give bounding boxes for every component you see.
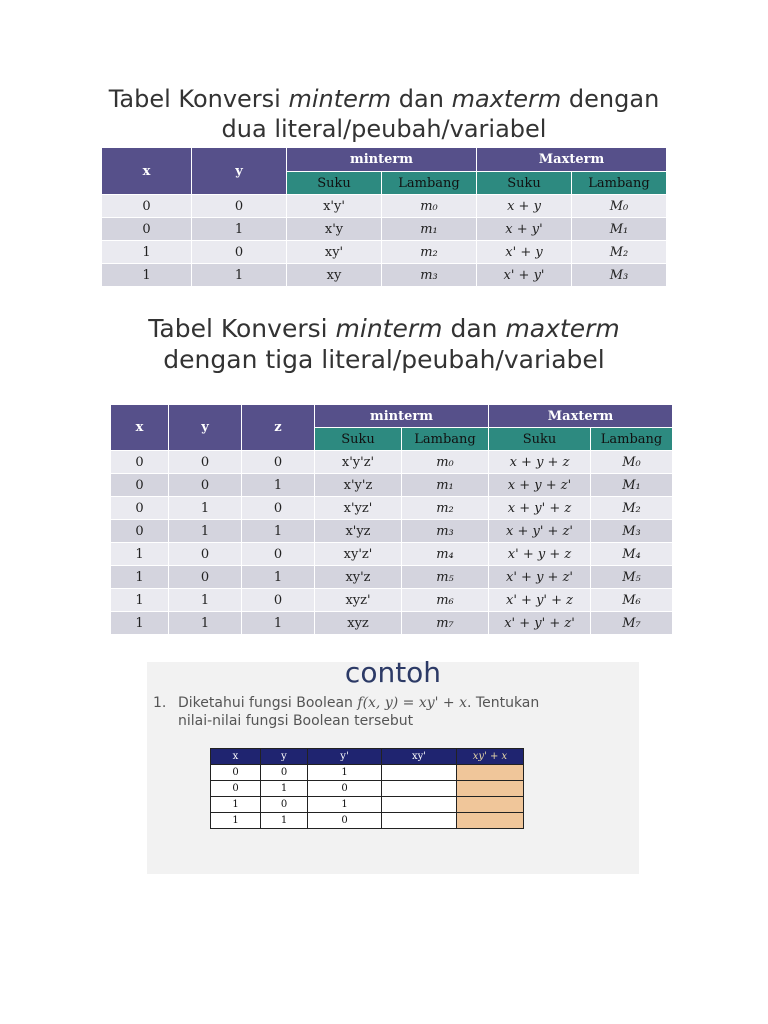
table-row [111,589,673,612]
header-y-not: y' [308,749,382,765]
cell-x: 1 [102,241,192,264]
cell-minterm-lambang: m₂ [382,241,477,264]
cell-x: 1 [111,612,169,635]
table2-title-maxterm: maxterm [505,314,620,343]
cell-maxterm-suku: x + y + z' [489,474,591,497]
cell-minterm-suku: xy' [287,241,382,264]
example-slide [147,656,639,874]
cell-minterm-suku: xy [287,264,382,287]
header-x: x [211,749,261,765]
table-row [111,497,673,520]
cell-y: 1 [169,520,242,543]
cell-z: 0 [242,589,315,612]
cell-y: 0 [261,765,308,781]
table1-title-mid: dan [391,85,452,113]
cell-z: 1 [242,566,315,589]
header-xy-not: xy' [382,749,457,765]
conversion-table-two-variables [101,147,667,287]
sub-header-maxterm-suku: Suku [489,428,591,451]
table-row [211,765,524,781]
sub-header-maxterm-lambang: Lambang [572,172,667,195]
table-row [211,813,524,829]
cell-y: 1 [192,218,287,241]
cell-maxterm-lambang: M₁ [591,474,673,497]
header-result: xy' + x [457,749,524,765]
cell-minterm-suku: x'y'z [315,474,402,497]
cell-result [457,781,524,797]
cell-y-not: 1 [308,797,382,813]
cell-minterm-lambang: m₄ [402,543,489,566]
cell-maxterm-suku: x + y [477,195,572,218]
table2-title-line2: dengan tiga literal/peubah/variabel [163,345,605,375]
cell-maxterm-suku: x + y' + z [489,497,591,520]
example-title: contoh [344,656,442,689]
sub-header-maxterm-lambang: Lambang [591,428,673,451]
cell-y-not: 1 [308,765,382,781]
cell-maxterm-lambang: M₆ [591,589,673,612]
cell-minterm-suku: x'y' [287,195,382,218]
table-row [111,566,673,589]
table-row [111,520,673,543]
cell-maxterm-suku: x + y' + z' [489,520,591,543]
cell-x: 1 [211,813,261,829]
cell-y: 0 [169,543,242,566]
cell-maxterm-lambang: M₄ [591,543,673,566]
cell-minterm-suku: x'y'z' [315,451,402,474]
table1-title-maxterm: maxterm [451,85,562,113]
cell-minterm-lambang: m₆ [402,589,489,612]
cell-y: 0 [169,451,242,474]
truth-table-exercise [210,748,524,829]
cell-maxterm-lambang: M₃ [591,520,673,543]
cell-x: 0 [111,497,169,520]
sub-header-maxterm-suku: Suku [477,172,572,195]
table-row [211,781,524,797]
question-function: f(x, y) = xy' + x [357,695,468,711]
cell-x: 1 [111,543,169,566]
cell-minterm-suku: x'yz' [315,497,402,520]
cell-maxterm-lambang: M₂ [591,497,673,520]
cell-y: 1 [261,813,308,829]
cell-minterm-lambang: m₃ [402,520,489,543]
cell-z: 0 [242,543,315,566]
cell-maxterm-lambang: M₃ [572,264,667,287]
group-header-minterm: minterm [287,148,477,172]
cell-y: 0 [261,797,308,813]
group-header-maxterm: Maxterm [489,405,673,428]
cell-x: 1 [102,264,192,287]
table-row [111,474,673,497]
cell-x: 1 [111,566,169,589]
sub-header-minterm-lambang: Lambang [382,172,477,195]
cell-minterm-lambang: m₀ [402,451,489,474]
cell-maxterm-lambang: M₀ [591,451,673,474]
cell-y: 0 [192,241,287,264]
question-text-pre: Diketahui fungsi Boolean [178,695,358,711]
cell-x: 0 [111,520,169,543]
table2-title-mid: dan [442,314,506,343]
sub-header-minterm-suku: Suku [315,428,402,451]
cell-y: 0 [192,195,287,218]
cell-maxterm-suku: x' + y + z [489,543,591,566]
sub-header-minterm-lambang: Lambang [402,428,489,451]
cell-minterm-suku: xy'z [315,566,402,589]
question-text-line2: nilai-nilai fungsi Boolean tersebut [178,713,414,730]
cell-y: 1 [169,589,242,612]
table1-title-minterm: minterm [288,85,392,113]
table1-title-post: dengan [561,85,660,113]
cell-y: 0 [169,474,242,497]
cell-xy-not [382,813,457,829]
table2-title [0,313,768,376]
table-row [111,543,673,566]
col-header-x: x [102,148,192,195]
cell-maxterm-lambang: M₀ [572,195,667,218]
cell-maxterm-suku: x' + y' + z [489,589,591,612]
cell-y: 0 [169,566,242,589]
cell-x: 0 [211,781,261,797]
table-row [111,612,673,635]
cell-x: 0 [111,451,169,474]
cell-maxterm-lambang: M₇ [591,612,673,635]
question-number: 1. [153,695,167,711]
table-row [211,797,524,813]
cell-maxterm-suku: x + y + z [489,451,591,474]
cell-minterm-suku: xyz' [315,589,402,612]
cell-minterm-suku: xyz [315,612,402,635]
cell-maxterm-lambang: M₂ [572,241,667,264]
cell-maxterm-suku: x + y' [477,218,572,241]
cell-x: 1 [111,589,169,612]
cell-result [457,813,524,829]
table2-title-pre: Tabel Konversi [148,314,336,343]
cell-y: 1 [169,497,242,520]
cell-y: 1 [261,781,308,797]
col-header-z: z [242,405,315,451]
example-question [153,694,639,730]
cell-y-not: 0 [308,813,382,829]
cell-xy-not [382,797,457,813]
col-header-y: y [169,405,242,451]
cell-minterm-lambang: m₁ [402,474,489,497]
cell-y-not: 0 [308,781,382,797]
cell-minterm-lambang: m₁ [382,218,477,241]
cell-maxterm-suku: x' + y' [477,264,572,287]
cell-minterm-suku: xy'z' [315,543,402,566]
col-header-y: y [192,148,287,195]
cell-z: 1 [242,612,315,635]
question-text-post: . Tentukan [467,695,540,711]
cell-x: 0 [211,765,261,781]
table-row [102,218,667,241]
table-row [102,195,667,218]
table-row [102,264,667,287]
table-row [111,451,673,474]
cell-xy-not [382,781,457,797]
table1-title-line2: dua literal/peubah/variabel [221,115,547,143]
cell-maxterm-lambang: M₅ [591,566,673,589]
cell-xy-not [382,765,457,781]
table-row [102,241,667,264]
cell-maxterm-lambang: M₁ [572,218,667,241]
table1-title [0,84,768,144]
cell-minterm-suku: x'yz [315,520,402,543]
cell-result [457,765,524,781]
cell-z: 1 [242,474,315,497]
cell-maxterm-suku: x' + y + z' [489,566,591,589]
table1-title-pre: Tabel Konversi [108,85,289,113]
sub-header-minterm-suku: Suku [287,172,382,195]
cell-maxterm-suku: x' + y [477,241,572,264]
cell-minterm-lambang: m₂ [402,497,489,520]
cell-x: 0 [102,195,192,218]
cell-maxterm-suku: x' + y' + z' [489,612,591,635]
group-header-maxterm: Maxterm [477,148,667,172]
cell-y: 1 [192,264,287,287]
cell-z: 0 [242,497,315,520]
cell-minterm-lambang: m₅ [402,566,489,589]
group-header-minterm: minterm [315,405,489,428]
table2-title-minterm: minterm [335,314,443,343]
cell-x: 0 [111,474,169,497]
cell-minterm-suku: x'y [287,218,382,241]
conversion-table-three-variables [110,404,673,635]
cell-z: 1 [242,520,315,543]
cell-y: 1 [169,612,242,635]
cell-result [457,797,524,813]
header-y: y [261,749,308,765]
cell-minterm-lambang: m₇ [402,612,489,635]
cell-x: 0 [102,218,192,241]
cell-minterm-lambang: m₃ [382,264,477,287]
cell-x: 1 [211,797,261,813]
cell-minterm-lambang: m₀ [382,195,477,218]
cell-z: 0 [242,451,315,474]
col-header-x: x [111,405,169,451]
